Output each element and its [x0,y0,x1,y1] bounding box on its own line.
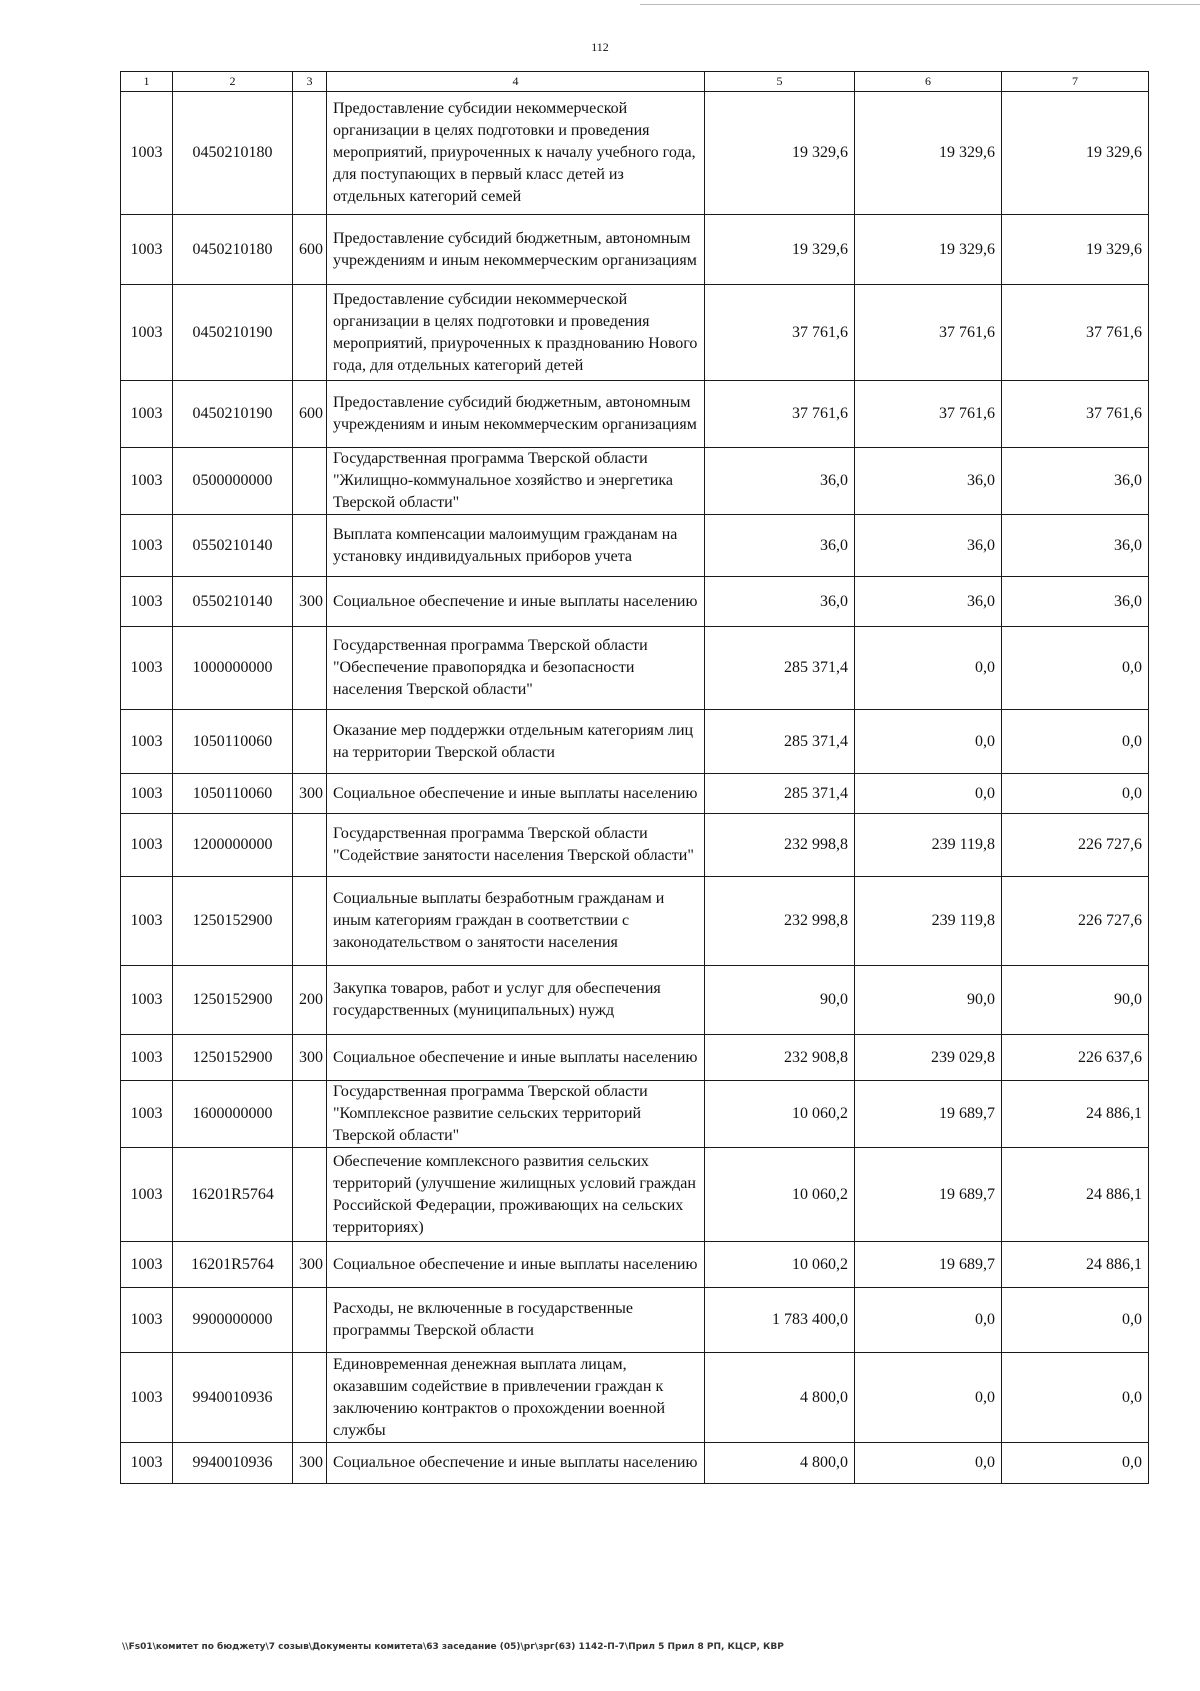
scan-edge-line [640,4,1200,5]
amount-col5: 37 761,6 [705,381,855,448]
amount-col5: 285 371,4 [705,627,855,710]
column-number: 7 [1002,72,1149,92]
amount-col5: 232 998,8 [705,814,855,877]
table-row [121,627,1149,710]
table-row [121,448,1149,515]
amount-col7: 24 886,1 [1002,1081,1149,1148]
table-row [121,92,1149,215]
amount-col7: 36,0 [1002,448,1149,515]
amount-col7: 24 886,1 [1002,1242,1149,1288]
expense-type-code [293,1081,327,1148]
item-name: Социальное обеспечение и иные выплаты населению [327,1242,705,1288]
amount-col7: 36,0 [1002,577,1149,627]
table-row [121,877,1149,966]
amount-col6: 37 761,6 [855,285,1002,381]
amount-col6: 19 689,7 [855,1081,1002,1148]
expense-type-code [293,515,327,577]
item-name: Закупка товаров, работ и услуг для обеспечения государственных (муниципальных) нужд [327,966,705,1035]
amount-col5: 232 998,8 [705,877,855,966]
target-article-code: 1250152900 [173,877,293,966]
amount-col7: 0,0 [1002,710,1149,774]
amount-col5: 285 371,4 [705,710,855,774]
section-code: 1003 [121,285,173,381]
amount-col7: 0,0 [1002,627,1149,710]
table-row [121,814,1149,877]
target-article-code: 0450210190 [173,381,293,448]
target-article-code: 9900000000 [173,1288,293,1353]
section-code: 1003 [121,92,173,215]
item-name: Предоставление субсидий бюджетным, автономным учреждениям и иным некоммерческим организациям [327,381,705,448]
expense-type-code: 200 [293,966,327,1035]
section-code: 1003 [121,1148,173,1242]
amount-col6: 36,0 [855,577,1002,627]
item-name: Социальное обеспечение и иные выплаты населению [327,577,705,627]
expense-type-code: 300 [293,1035,327,1081]
item-name: Предоставление субсидий бюджетным, автономным учреждениям и иным некоммерческим организациям [327,215,705,285]
amount-col7: 0,0 [1002,1288,1149,1353]
amount-col7: 226 727,6 [1002,877,1149,966]
table-row [121,285,1149,381]
section-code: 1003 [121,577,173,627]
table-row [121,1035,1149,1081]
target-article-code: 16201R5764 [173,1148,293,1242]
expense-type-code [293,1288,327,1353]
amount-col7: 0,0 [1002,1443,1149,1484]
column-number: 5 [705,72,855,92]
target-article-code: 0450210180 [173,92,293,215]
item-name: Предоставление субсидии некоммерческой организации в целях подготовки и проведения мероприятий, приуроченных к празднованию Нового года, для отдельных категорий детей [327,285,705,381]
amount-col6: 0,0 [855,627,1002,710]
amount-col7: 0,0 [1002,1353,1149,1443]
amount-col5: 37 761,6 [705,285,855,381]
table-row [121,381,1149,448]
amount-col5: 90,0 [705,966,855,1035]
expense-type-code: 600 [293,215,327,285]
target-article-code: 1250152900 [173,1035,293,1081]
target-article-code: 9940010936 [173,1443,293,1484]
footer-file-path: \\Fs01\комитет по бюджету\7 созыв\Документы комитета\63 заседание (05)\рг\зрг(63) 1142-П-7\Прил 5 Прил 8 РП, КЦСР, КВР [122,1642,784,1652]
section-code: 1003 [121,814,173,877]
amount-col6: 36,0 [855,515,1002,577]
item-name: Государственная программа Тверской области "Обеспечение правопорядка и безопасности населения Тверской области" [327,627,705,710]
amount-col6: 0,0 [855,1443,1002,1484]
column-number: 4 [327,72,705,92]
section-code: 1003 [121,966,173,1035]
section-code: 1003 [121,448,173,515]
amount-col6: 0,0 [855,774,1002,814]
amount-col7: 19 329,6 [1002,92,1149,215]
amount-col5: 36,0 [705,448,855,515]
table-row [121,966,1149,1035]
item-name: Обеспечение комплексного развития сельских территорий (улучшение жилищных условий граждан Российской Федерации, проживающих на сельских территориях) [327,1148,705,1242]
amount-col6: 0,0 [855,1288,1002,1353]
target-article-code: 0450210190 [173,285,293,381]
item-name: Государственная программа Тверской области "Содействие занятости населения Тверской области" [327,814,705,877]
table-row [121,1353,1149,1443]
expense-type-code: 600 [293,381,327,448]
amount-col6: 19 329,6 [855,92,1002,215]
expense-type-code [293,448,327,515]
item-name: Государственная программа Тверской области "Жилищно-коммунальное хозяйство и энергетика Тверской области" [327,448,705,515]
item-name: Выплата компенсации малоимущим гражданам на установку индивидуальных приборов учета [327,515,705,577]
target-article-code: 1000000000 [173,627,293,710]
amount-col6: 0,0 [855,1353,1002,1443]
amount-col6: 239 119,8 [855,814,1002,877]
amount-col7: 90,0 [1002,966,1149,1035]
target-article-code: 1250152900 [173,966,293,1035]
target-article-code: 16201R5764 [173,1242,293,1288]
column-number: 3 [293,72,327,92]
amount-col5: 4 800,0 [705,1443,855,1484]
item-name: Оказание мер поддержки отдельным категориям лиц на территории Тверской области [327,710,705,774]
amount-col7: 0,0 [1002,774,1149,814]
expense-type-code [293,1148,327,1242]
section-code: 1003 [121,1443,173,1484]
amount-col6: 19 689,7 [855,1148,1002,1242]
table-row [121,515,1149,577]
amount-col6: 239 119,8 [855,877,1002,966]
amount-col5: 10 060,2 [705,1242,855,1288]
amount-col5: 10 060,2 [705,1148,855,1242]
expense-type-code [293,627,327,710]
expense-type-code [293,877,327,966]
table-row [121,710,1149,774]
section-code: 1003 [121,381,173,448]
amount-col7: 226 637,6 [1002,1035,1149,1081]
amount-col7: 24 886,1 [1002,1148,1149,1242]
column-number: 1 [121,72,173,92]
amount-col7: 37 761,6 [1002,381,1149,448]
amount-col6: 90,0 [855,966,1002,1035]
amount-col5: 19 329,6 [705,92,855,215]
expense-type-code: 300 [293,774,327,814]
section-code: 1003 [121,1081,173,1148]
expense-type-code [293,710,327,774]
expense-type-code [293,1353,327,1443]
item-name: Расходы, не включенные в государственные программы Тверской области [327,1288,705,1353]
amount-col7: 19 329,6 [1002,215,1149,285]
expense-type-code: 300 [293,1443,327,1484]
item-name: Социальное обеспечение и иные выплаты населению [327,1035,705,1081]
section-code: 1003 [121,515,173,577]
target-article-code: 1050110060 [173,774,293,814]
amount-col5: 1 783 400,0 [705,1288,855,1353]
amount-col5: 285 371,4 [705,774,855,814]
section-code: 1003 [121,710,173,774]
section-code: 1003 [121,1035,173,1081]
expense-type-code [293,285,327,381]
table-row [121,1288,1149,1353]
target-article-code: 1200000000 [173,814,293,877]
column-number-row [121,72,1149,92]
target-article-code: 0450210180 [173,215,293,285]
budget-table [120,71,1149,1484]
item-name: Предоставление субсидии некоммерческой организации в целях подготовки и проведения мероприятий, приуроченных к началу учебного года, для поступающих в первый класс детей из отдельных категорий семей [327,92,705,215]
expense-type-code [293,814,327,877]
item-name: Государственная программа Тверской области "Комплексное развитие сельских территорий Тверской области" [327,1081,705,1148]
section-code: 1003 [121,215,173,285]
section-code: 1003 [121,627,173,710]
column-number: 2 [173,72,293,92]
target-article-code: 1600000000 [173,1081,293,1148]
target-article-code: 0550210140 [173,577,293,627]
page-number: 112 [591,40,609,54]
target-article-code: 0500000000 [173,448,293,515]
amount-col6: 19 329,6 [855,215,1002,285]
table-row [121,1242,1149,1288]
amount-col6: 0,0 [855,710,1002,774]
amount-col6: 37 761,6 [855,381,1002,448]
expense-type-code: 300 [293,577,327,627]
item-name: Социальное обеспечение и иные выплаты населению [327,1443,705,1484]
amount-col6: 36,0 [855,448,1002,515]
amount-col5: 10 060,2 [705,1081,855,1148]
section-code: 1003 [121,1353,173,1443]
amount-col7: 36,0 [1002,515,1149,577]
target-article-code: 1050110060 [173,710,293,774]
amount-col7: 226 727,6 [1002,814,1149,877]
amount-col6: 239 029,8 [855,1035,1002,1081]
target-article-code: 0550210140 [173,515,293,577]
amount-col5: 232 908,8 [705,1035,855,1081]
table-row [121,1081,1149,1148]
section-code: 1003 [121,877,173,966]
section-code: 1003 [121,1288,173,1353]
table-row [121,1148,1149,1242]
amount-col5: 4 800,0 [705,1353,855,1443]
table-row [121,577,1149,627]
table-body [121,92,1149,1484]
amount-col6: 19 689,7 [855,1242,1002,1288]
section-code: 1003 [121,774,173,814]
item-name: Социальные выплаты безработным гражданам и иным категориям граждан в соответствии с законодательством о занятости населения [327,877,705,966]
target-article-code: 9940010936 [173,1353,293,1443]
table-row [121,774,1149,814]
table-row [121,1443,1149,1484]
amount-col7: 37 761,6 [1002,285,1149,381]
table-row [121,215,1149,285]
amount-col5: 36,0 [705,515,855,577]
item-name: Социальное обеспечение и иные выплаты населению [327,774,705,814]
expense-type-code [293,92,327,215]
section-code: 1003 [121,1242,173,1288]
column-number: 6 [855,72,1002,92]
amount-col5: 19 329,6 [705,215,855,285]
amount-col5: 36,0 [705,577,855,627]
item-name: Единовременная денежная выплата лицам, оказавшим содействие в привлечении граждан к заключению контрактов о прохождении военной службы [327,1353,705,1443]
expense-type-code: 300 [293,1242,327,1288]
